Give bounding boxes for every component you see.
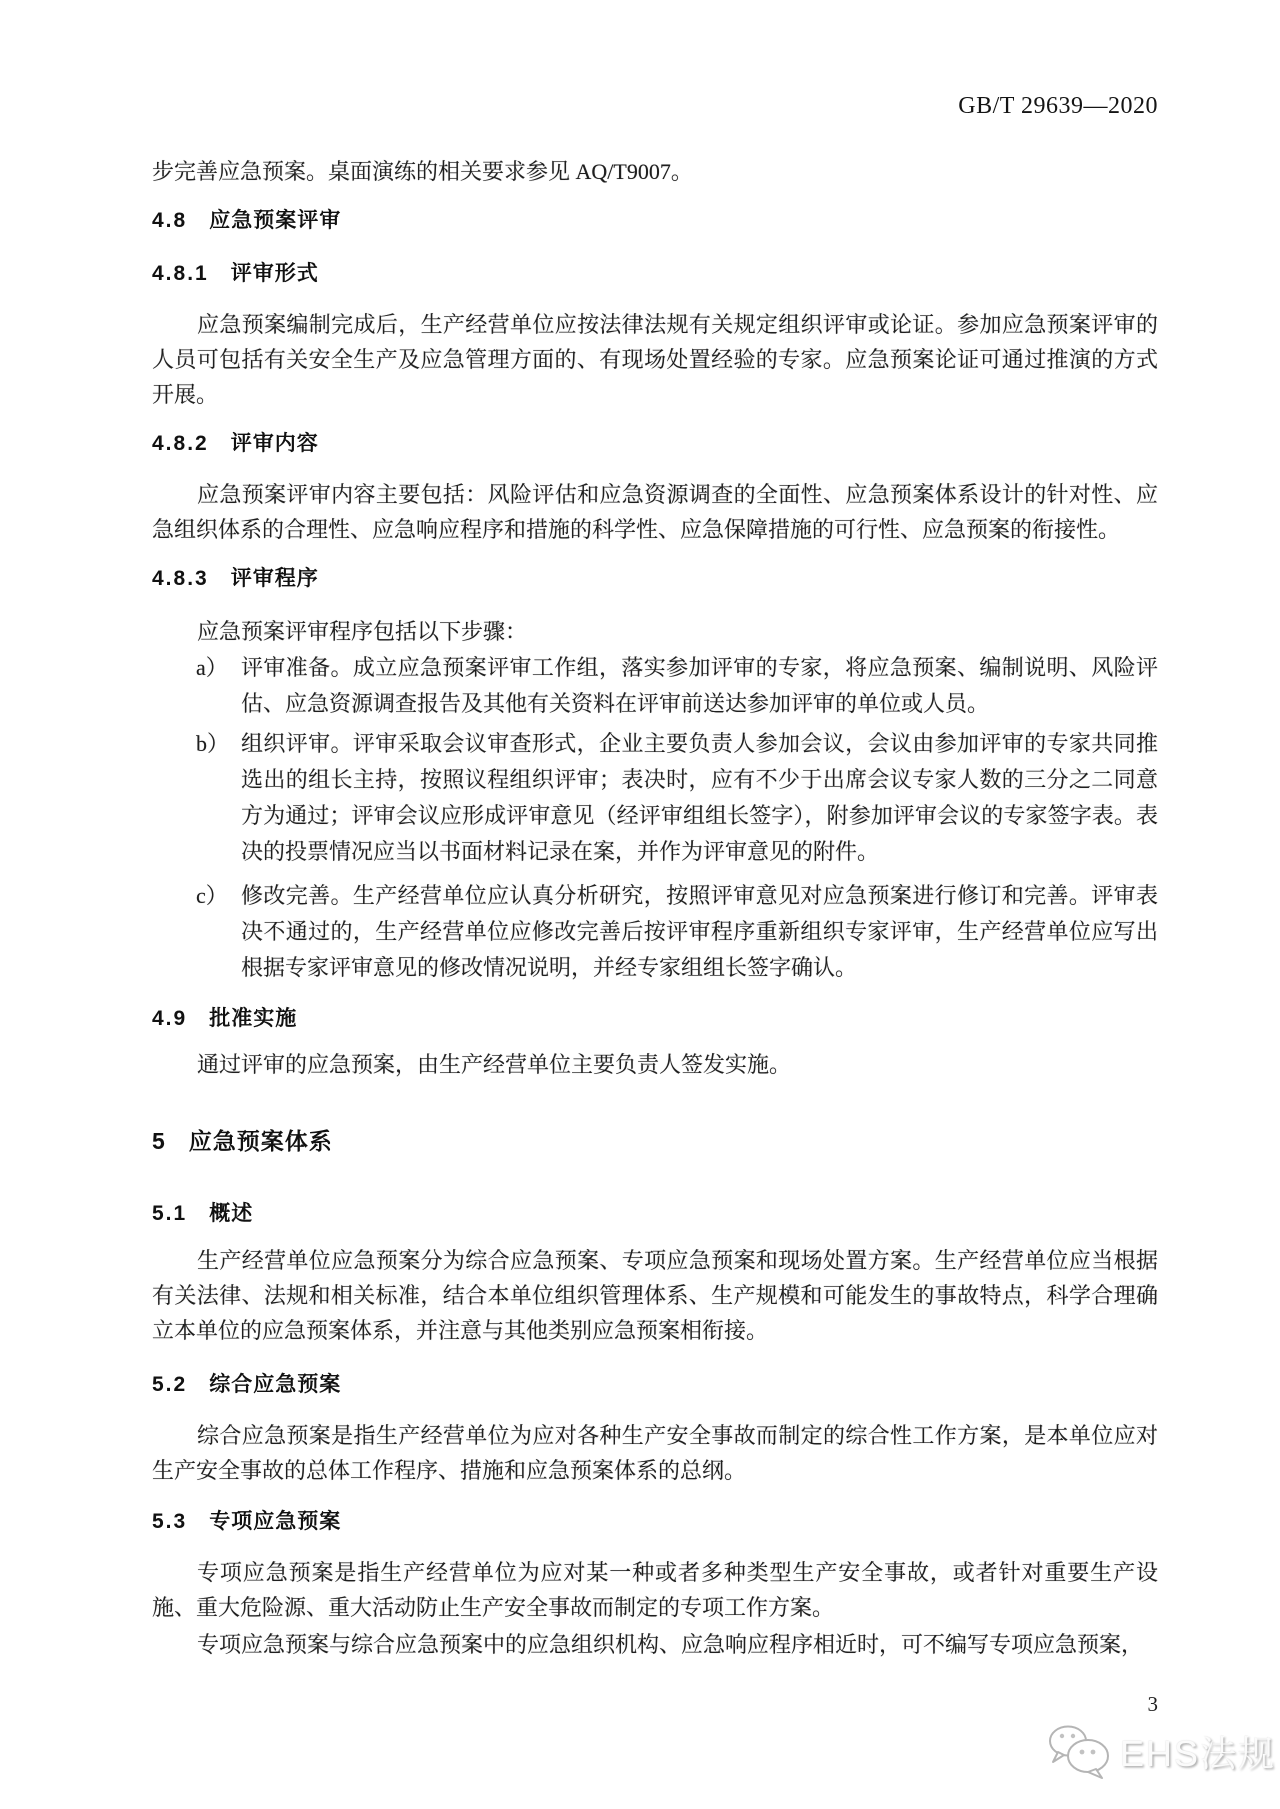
section-number: 5.3 [152,1510,188,1533]
section-title: 概述 [209,1202,254,1225]
page-number: 3 [1147,1692,1158,1716]
section-title: 评审形式 [230,262,319,285]
section-title: 评审内容 [230,432,319,455]
section-number: 5.2 [152,1373,188,1396]
list-lead-in: 应急预案评审程序包括以下步骤： [197,619,528,644]
list-item-b [152,726,1158,870]
section-number: 4.8.3 [152,567,209,590]
section-heading-4-9 [152,1004,1158,1034]
paragraph-4-8-1: 应急预案编制完成后，生产经营单位应按法律法规有关规定组织评审或论证。参加应急预案评审的人员可包括有关安全生产及应急管理方面的、有现场处置经验的专家。应急预案论证可通过推演的方式开展。 [152,312,1158,407]
list-item-text: 评审准备。成立应急预案评审工作组，落实参加评审的专家，将应急预案、编制说明、风险评估、应急资源调查报告及其他有关资料在评审前送达参加评审的单位或人员。 [241,655,1158,716]
paragraph-4-8-2: 应急预案评审内容主要包括：风险评估和应急资源调查的全面性、应急预案体系设计的针对性、应急组织体系的合理性、应急响应程序和措施的科学性、应急保障措施的可行性、应急预案的衔接性。 [152,482,1158,542]
standard-code-header: GB/T 29639—2020 [958,93,1158,119]
section-heading-4-8-2 [152,429,1158,459]
section-title: 专项应急预案 [209,1510,342,1533]
section-heading-4-8-3 [152,564,1158,594]
paragraph-5-2: 综合应急预案是指生产经营单位为应对各种生产安全事故而制定的综合性工作方案，是本单位应对生产安全事故的总体工作程序、措施和应急预案体系的总纲。 [152,1423,1158,1483]
section-number: 4.8.2 [152,432,209,455]
section-heading-4-8 [152,206,1158,236]
chapter-heading-5 [152,1126,1158,1156]
section-number: 5.1 [152,1202,188,1225]
paragraph-5-3-first: 专项应急预案是指生产经营单位为应对某一种或者多种类型生产安全事故，或者针对重要生产设施、重大危险源、重大活动防止生产安全事故而制定的专项工作方案。 [152,1560,1158,1620]
paragraph-continuation: 步完善应急预案。桌面演练的相关要求参见 AQ/T9007。 [152,159,693,184]
chapter-title: 应急预案体系 [188,1128,333,1154]
section-title: 应急预案评审 [209,209,342,232]
watermark [1046,1722,1276,1780]
review-procedure-list [152,650,1158,986]
chapter-number: 5 [152,1128,167,1154]
list-marker: a） [196,655,228,680]
section-number: 4.8 [152,209,188,232]
list-item-c [152,878,1158,986]
paragraph-5-1: 生产经营单位应急预案分为综合应急预案、专项应急预案和现场处置方案。生产经营单位应当根据有关法律、法规和相关标准，结合本单位组织管理体系、生产规模和可能发生的事故特点，科学合理确立本单位的应急预案体系，并注意与其他类别应急预案相衔接。 [152,1248,1158,1343]
section-number: 4.9 [152,1007,188,1030]
paragraph-4-9: 通过评审的应急预案，由生产经营单位主要负责人签发实施。 [197,1052,792,1077]
paragraph-5-3-second: 专项应急预案与综合应急预案中的应急组织机构、应急响应程序相近时，可不编写专项应急预案， [197,1632,1144,1657]
section-title: 批准实施 [209,1007,298,1030]
section-heading-4-8-1 [152,259,1158,289]
section-heading-5-1 [152,1199,1158,1229]
list-marker: b） [196,731,230,756]
wechat-icon [1046,1722,1112,1780]
list-item-text: 修改完善。生产经营单位应认真分析研究，按照评审意见对应急预案进行修订和完善。评审表决不通过的，生产经营单位应修改完善后按评审程序重新组织专家评审，生产经营单位应写出根据专家评审意见的修改情况说明，并经专家组组长签字确认。 [241,883,1158,980]
watermark-label: EHS法规 [1120,1732,1277,1774]
section-title: 综合应急预案 [209,1373,342,1396]
list-item-text: 组织评审。评审采取会议审查形式，企业主要负责人参加会议，会议由参加评审的专家共同推选出的组长主持，按照议程组织评审；表决时，应有不少于出席会议专家人数的三分之二同意方为通过；评审会议应形成评审意见（经评审组组长签字），附参加评审会议的专家签字表。表决的投票情况应当以书面材料记录在案，并作为评审意见的附件。 [241,731,1158,864]
list-item-a [152,650,1158,722]
section-heading-5-2 [152,1370,1158,1400]
section-title: 评审程序 [230,567,319,590]
section-heading-5-3 [152,1507,1158,1537]
section-number: 4.8.1 [152,262,209,285]
list-marker: c） [196,883,228,908]
